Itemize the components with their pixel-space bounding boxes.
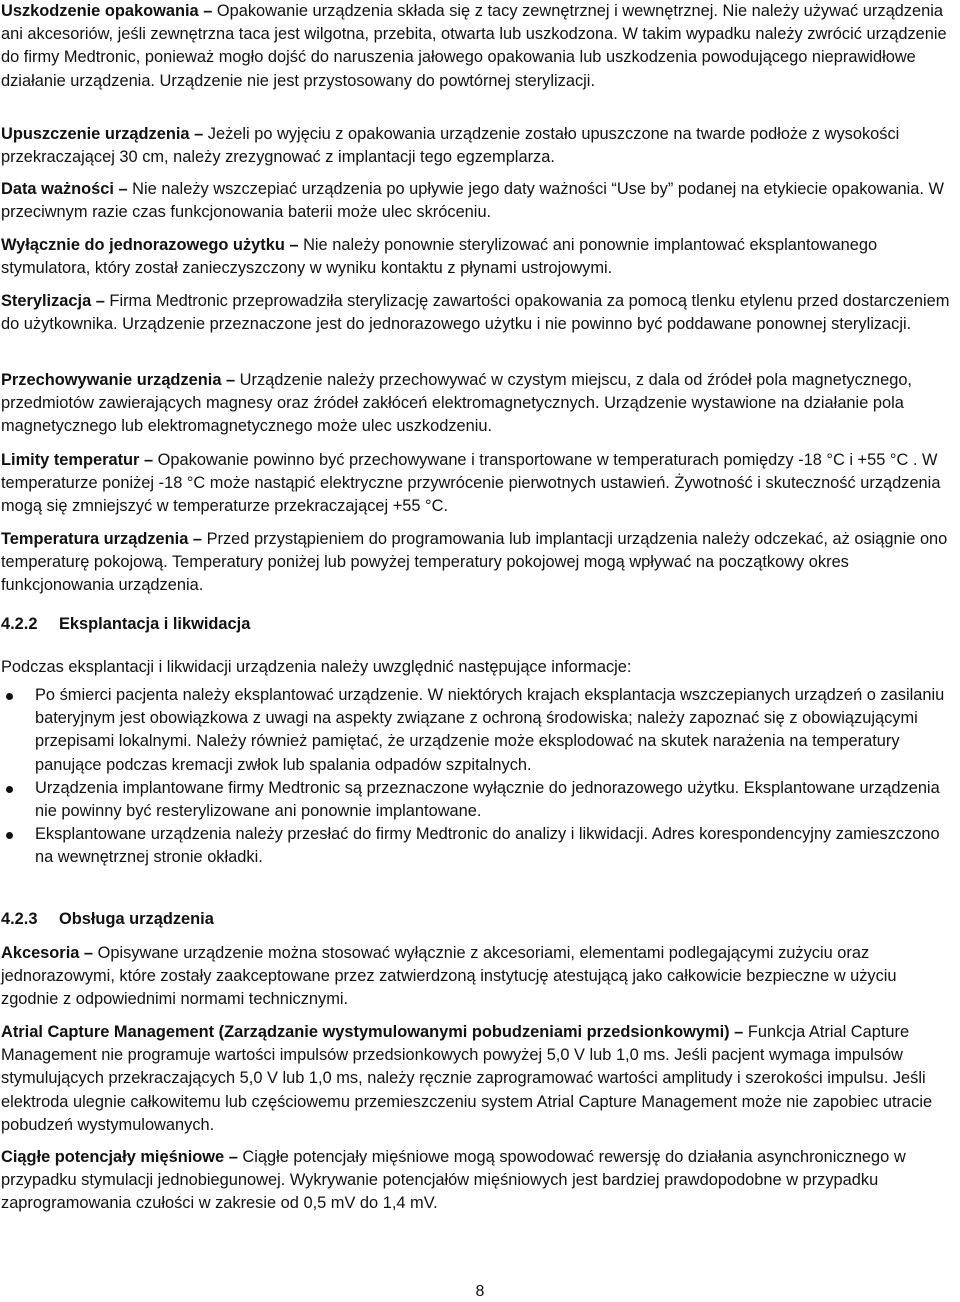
section-intro: Podczas eksplantacji i likwidacji urządzenia należy uwzględnić następujące informacje: (1, 658, 632, 676)
term-label: Atrial Capture Management (Zarządzanie wystymulowanymi pobudzeniami przedsionkowymi) – (1, 1023, 744, 1041)
paragraph-text: Funkcja Atrial Capture Management nie programuje wartości impulsów przedsionkowych powyżej 5,0 V lub 1,0 ms. Jeśli pacjent wymaga impulsów stymulujących przekraczających 5,0 V lub 1,0 ms, należy ręcznie zaprogramować wartości amplitudy i szerokości impulsu. Jeśli elektroda ulegnie całkowitemu lub częściowemu przemieszczeniu system Atrial Capture Management może nie zapobiec utracie pobudzeń wystymulowanych. (1, 1023, 933, 1134)
bullet-icon (6, 786, 13, 793)
paragraph-text: Opakowanie powinno być przechowywane i transportowane w temperaturach pomiędzy -18 °C i +55 °C . W temperaturze poniżej -18 °C może nastąpić elektryczne przywrócenie pierwotnych ustawień. Żywotność i skuteczność urządzenia mogą się zmniejszyć w temperaturze przekraczającej +55 °C. (1, 451, 941, 516)
term-label: Ciągłe potencjały mięśniowe – (1, 1148, 238, 1166)
paragraph-text: Ciągłe potencjały mięśniowe mogą spowodować rewersję do działania asynchronicznego w przypadku stymulacji jednobiegunowej. Wykrywanie potencjałów mięśniowych jest bardziej prawdopodobne w przypadku zaprogramowania czułości w zakresie od 0,5 mV do 1,4 mV. (1, 1148, 906, 1213)
section-heading-4-2-2 (1, 613, 250, 636)
page-number: 8 (475, 1283, 485, 1300)
section-title: Eksplantacja i likwidacja (59, 615, 251, 633)
term-label: Data ważności – (1, 180, 128, 198)
list-item-text: Po śmierci pacjenta należy eksplantować urządzenie. W niektórych krajach eksplantacja wszczepianych urządzeń o zasilaniu bateryjnym jest obowiązkowa z uwagi na aspekty związane z ochroną środowiska; należy zapoznać się z obowiązującymi przepisami lokalnymi. Należy również pamiętać, że urządzenie może eksplodować na skutek narażenia na temperatury panujące podczas kremacji zwłok lub spalania odpadów szpitalnych. (35, 686, 945, 774)
term-label: Akcesoria – (1, 944, 94, 962)
term-label: Uszkodzenie opakowania – (1, 2, 213, 20)
term-label: Wyłącznie do jednorazowego użytku – (1, 236, 299, 254)
section-number: 4.2.3 (1, 910, 38, 928)
paragraph-muscle-potentials (1, 1146, 957, 1216)
term-label: Przechowywanie urządzenia – (1, 371, 236, 389)
term-label: Sterylizacja – (1, 292, 105, 310)
paragraph-text: Przed przystąpieniem do programowania lub implantacji urządzenia należy odczekać, aż osiągnie ono temperaturę pokojową. Temperatury poniżej lub powyżej temperatury pokojowej mogą wpływać na początkowy okres funkcjonowania urządzenia. (1, 530, 948, 595)
section-heading-4-2-3 (1, 908, 214, 931)
bullet-list (1, 684, 957, 870)
paragraph-sterilization (1, 290, 957, 336)
paragraph-text: Urządzenie należy przechowywać w czystym miejscu, z dala od źródeł pola magnetycznego, przedmiotów zawierających magnesy oraz źródeł zakłóceń elektromagnetycznych. Urządzenie wystawione na działanie pola magnetycznego lub elektromagnetycznego może ulec uszkodzeniu. (1, 371, 912, 436)
paragraph-device-temperature (1, 528, 957, 598)
paragraph-expiry-date (1, 178, 957, 224)
bullet-icon (6, 832, 13, 839)
term-label: Upuszczenie urządzenia – (1, 125, 204, 143)
paragraph-atrial-capture-management (1, 1021, 957, 1137)
term-label: Limity temperatur – (1, 451, 154, 469)
paragraph-accessories (1, 942, 957, 1012)
list-item (1, 684, 957, 777)
bullet-icon (6, 693, 13, 700)
paragraph-package-damage (1, 0, 957, 93)
paragraph-text: Opisywane urządzenie można stosować wyłącznie z akcesoriami, elementami podlegającymi zużyciu oraz jednorazowymi, które zostały zaakceptowane przez zatwierdzoną instytucję atestującą jako całkowicie bezpieczne w użyciu zgodnie z odpowiednimi normami technicznymi. (1, 944, 897, 1009)
list-item-text: Eksplantowane urządzenia należy przesłać do firmy Medtronic do analizy i likwidacji. Adres korespondencyjny zamieszczono na wewnętrznej stronie okładki. (35, 825, 940, 867)
paragraph-text: Firma Medtronic przeprowadziła sterylizację zawartości opakowania za pomocą tlenku etylenu przed dostarczeniem do użytkownika. Urządzenie przeznaczone jest do jednorazowego użytku i nie powinno być poddawane ponownej sterylizacji. (1, 292, 950, 334)
section-title: Obsługa urządzenia (59, 910, 214, 928)
paragraph-text: Nie należy wszczepiać urządzenia po upływie jego daty ważności “Use by” podanej na etykiecie opakowania. W przeciwnym razie czas funkcjonowania baterii może ulec skróceniu. (1, 180, 944, 222)
section-number: 4.2.2 (1, 615, 38, 633)
paragraph-single-use (1, 234, 957, 280)
paragraph-device-dropped (1, 123, 957, 169)
list-item (1, 823, 957, 869)
term-label: Temperatura urządzenia – (1, 530, 203, 548)
paragraph-text: Opakowanie urządzenia składa się z tacy zewnętrznej i wewnętrznej. Nie należy używać urządzenia ani akcesoriów, jeśli zewnętrzna taca jest wilgotna, przebita, otwarta lub uszkodzona. W takim wypadku należy zwrócić urządzenie do firmy Medtronic, ponieważ mogło dojść do naruszenia jałowego opakowania lub uszkodzenia powodującego nieprawidłowe działanie urządzenia. Urządzenie nie jest przystosowany do powtórnej sterylizacji. (1, 2, 947, 90)
paragraph-storage (1, 369, 957, 439)
paragraph-temperature-limits (1, 449, 957, 519)
paragraph-text: Jeżeli po wyjęciu z opakowania urządzenie zostało upuszczone na twarde podłoże z wysokości przekraczającej 30 cm, należy zrezygnować z implantacji tego egzemplarza. (1, 125, 900, 167)
list-item (1, 777, 957, 823)
paragraph-text: Nie należy ponownie sterylizować ani ponownie implantować eksplantowanego stymulatora, który został zanieczyszczony w wyniku kontaktu z płynami ustrojowymi. (1, 236, 878, 278)
list-item-text: Urządzenia implantowane firmy Medtronic są przeznaczone wyłącznie do jednorazowego użytku. Eksplantowane urządzenia nie powinny być resterylizowane ani ponownie implantowane. (35, 778, 940, 821)
